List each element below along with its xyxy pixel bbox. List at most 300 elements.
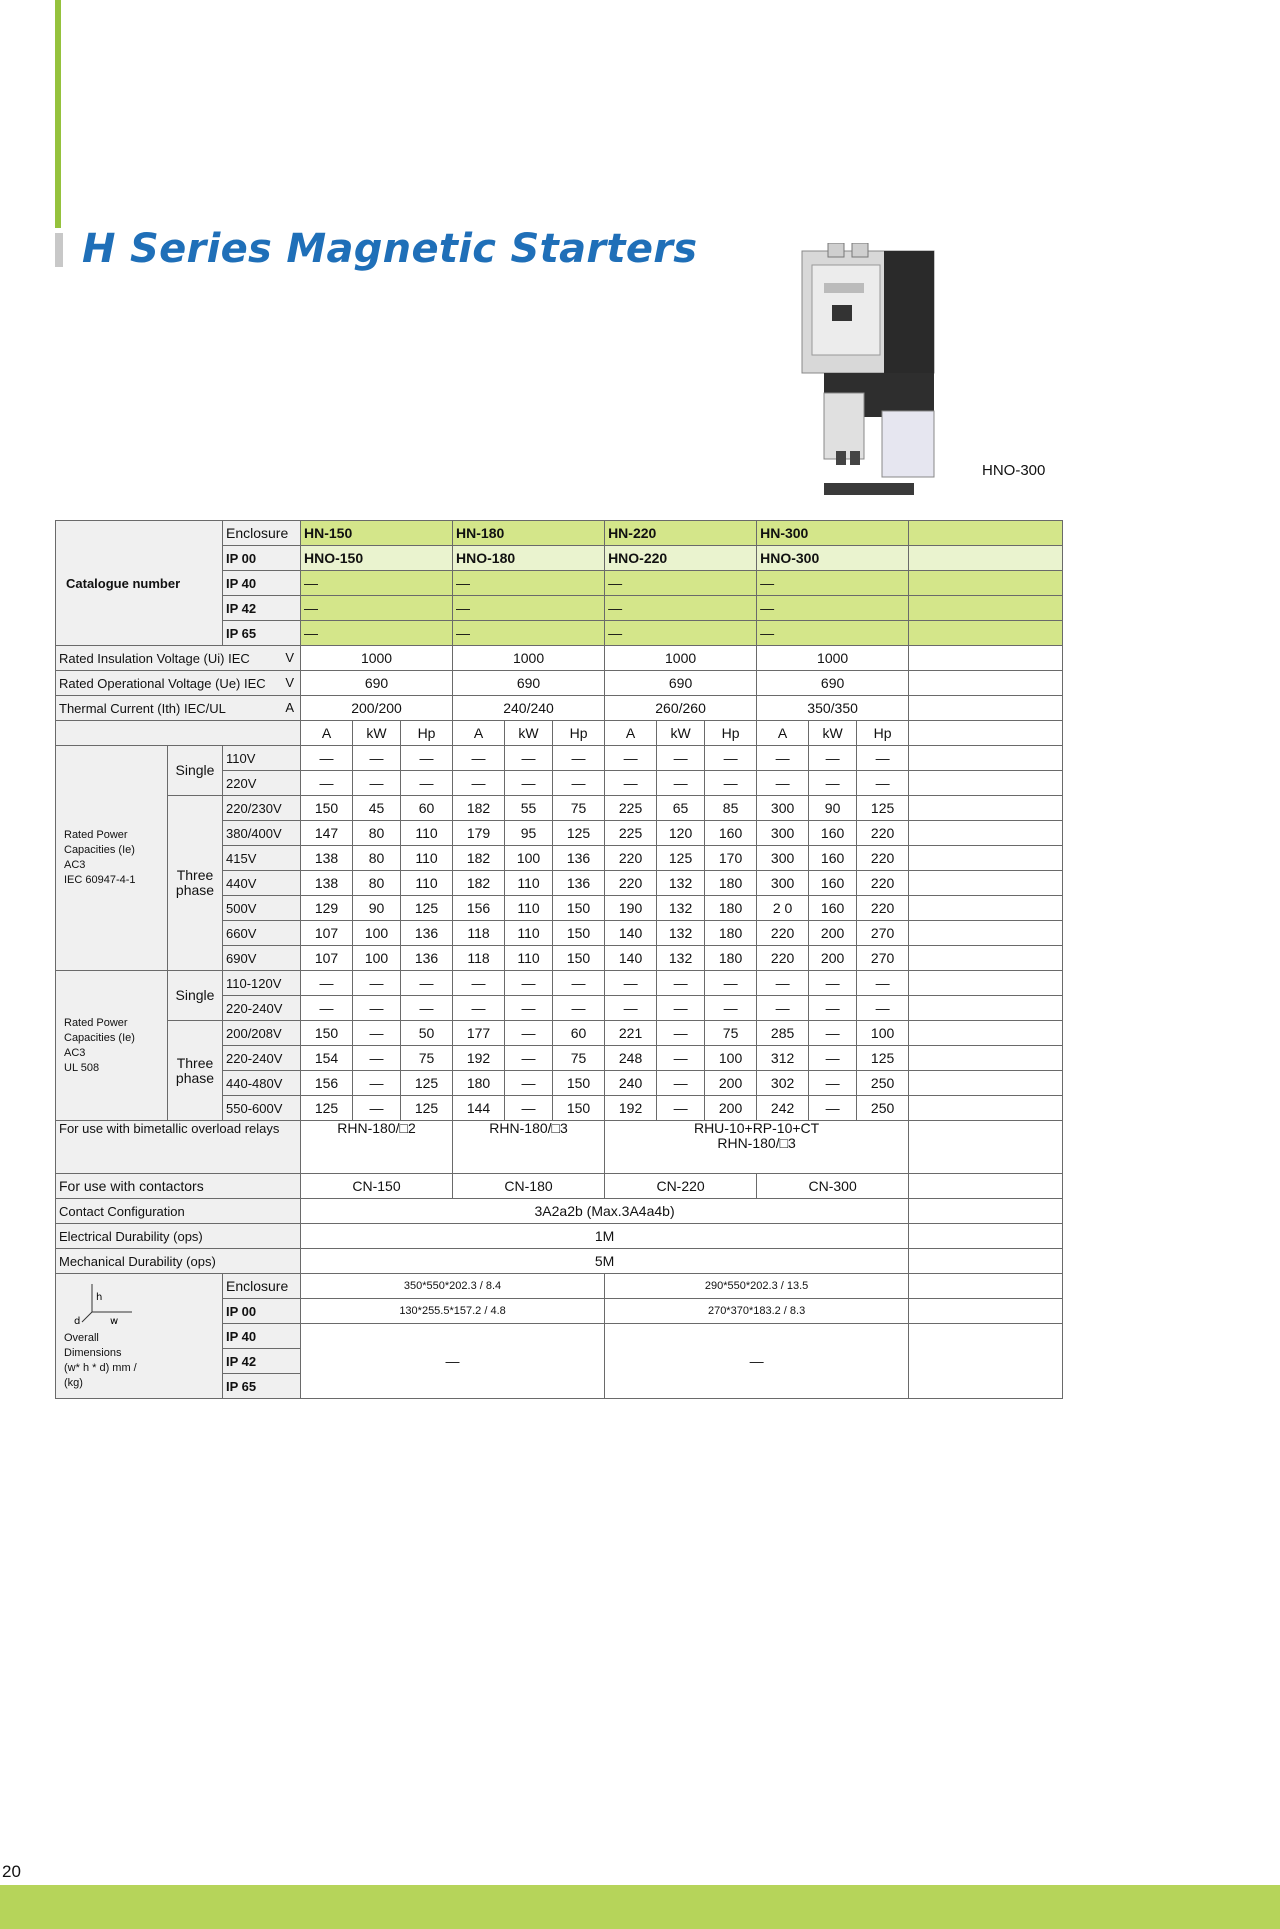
power-value: 300 bbox=[757, 846, 809, 871]
three-phase-label bbox=[168, 1021, 223, 1121]
power-value: 110 bbox=[505, 871, 553, 896]
voltage-label: 690V bbox=[223, 946, 301, 971]
dim-label-line: (w* h * d) mm / bbox=[64, 1362, 137, 1374]
hn-model: HN-300 bbox=[757, 521, 909, 546]
operational-voltage-value: 690 bbox=[301, 671, 453, 696]
voltage-label: 110-120V bbox=[223, 971, 301, 996]
power-value: 65 bbox=[657, 796, 705, 821]
power-value: — bbox=[353, 771, 401, 796]
power-value: 147 bbox=[301, 821, 353, 846]
power-value: — bbox=[757, 771, 809, 796]
power-value: 125 bbox=[401, 1071, 453, 1096]
power-value: 125 bbox=[857, 1046, 909, 1071]
power-value: 242 bbox=[757, 1096, 809, 1121]
power-value: 200 bbox=[705, 1096, 757, 1121]
ul-power-row bbox=[56, 1021, 1063, 1046]
dash-cell: — bbox=[453, 621, 605, 646]
dim-ip00-value: 130*255.5*157.2 / 4.8 bbox=[301, 1299, 605, 1324]
power-value: 182 bbox=[453, 796, 505, 821]
voltage-label: 200/208V bbox=[223, 1021, 301, 1046]
voltage-label: 415V bbox=[223, 846, 301, 871]
dash-cell: — bbox=[301, 621, 453, 646]
unit-hp: Hp bbox=[857, 721, 909, 746]
power-value: 45 bbox=[353, 796, 401, 821]
blank-cell bbox=[909, 621, 1063, 646]
power-value: 80 bbox=[353, 871, 401, 896]
power-value: 110 bbox=[401, 871, 453, 896]
power-value: — bbox=[301, 971, 353, 996]
power-value: 179 bbox=[453, 821, 505, 846]
blank-cell bbox=[909, 946, 1063, 971]
overload-line: RHU-10+RP-10+CT bbox=[693, 1120, 820, 1136]
power-value: 300 bbox=[757, 871, 809, 896]
ip40-label: IP 40 bbox=[223, 571, 301, 596]
power-value: — bbox=[353, 1046, 401, 1071]
dim-enclosure-row bbox=[56, 1274, 1063, 1299]
three-phase-label bbox=[168, 796, 223, 971]
power-value: — bbox=[553, 771, 605, 796]
hn-model: HN-150 bbox=[301, 521, 453, 546]
power-value: 132 bbox=[657, 896, 705, 921]
power-value: 132 bbox=[657, 946, 705, 971]
power-value: 270 bbox=[857, 946, 909, 971]
power-value: 160 bbox=[809, 821, 857, 846]
unit-kw: kW bbox=[809, 721, 857, 746]
operational-voltage-text: Rated Operational Voltage (Ue) IEC bbox=[59, 675, 266, 691]
power-value: 180 bbox=[705, 946, 757, 971]
dash-cell: — bbox=[605, 621, 757, 646]
power-value: 75 bbox=[553, 1046, 605, 1071]
contactor-row bbox=[56, 1174, 1063, 1199]
power-value: 125 bbox=[401, 1096, 453, 1121]
power-value: 150 bbox=[553, 896, 605, 921]
power-value: 248 bbox=[605, 1046, 657, 1071]
power-value: 136 bbox=[401, 946, 453, 971]
dim-enclosure-value: 350*550*202.3 / 8.4 bbox=[301, 1274, 605, 1299]
power-value: 154 bbox=[301, 1046, 353, 1071]
insulation-voltage-row bbox=[56, 646, 1063, 671]
electrical-durability-label: Electrical Durability (ops) bbox=[56, 1224, 301, 1249]
blank-cell bbox=[909, 571, 1063, 596]
power-value: — bbox=[657, 746, 705, 771]
electrical-durability-row bbox=[56, 1224, 1063, 1249]
power-value: 80 bbox=[353, 821, 401, 846]
power-value: — bbox=[505, 996, 553, 1021]
phase-text: phase bbox=[175, 882, 215, 898]
blank-cell bbox=[909, 1046, 1063, 1071]
power-value: 160 bbox=[809, 871, 857, 896]
power-value: 270 bbox=[857, 921, 909, 946]
blank-cell bbox=[909, 1174, 1063, 1199]
units-row bbox=[56, 721, 1063, 746]
power-value: 220 bbox=[605, 871, 657, 896]
power-value: 302 bbox=[757, 1071, 809, 1096]
blank-cell bbox=[909, 746, 1063, 771]
power-value: 225 bbox=[605, 796, 657, 821]
power-value: — bbox=[301, 746, 353, 771]
footer-bar bbox=[0, 1885, 1280, 1929]
power-value: 160 bbox=[809, 896, 857, 921]
electrical-durability-value: 1M bbox=[301, 1224, 909, 1249]
power-value: 220 bbox=[757, 921, 809, 946]
unit-a: A bbox=[605, 721, 657, 746]
power-value: 107 bbox=[301, 921, 353, 946]
power-value: 150 bbox=[301, 1021, 353, 1046]
blank-cell bbox=[909, 771, 1063, 796]
blank-cell bbox=[909, 996, 1063, 1021]
dim-letter-h: h bbox=[96, 1292, 103, 1303]
power-value: — bbox=[705, 771, 757, 796]
power-value: 120 bbox=[657, 821, 705, 846]
power-value: 136 bbox=[553, 846, 605, 871]
power-value: — bbox=[809, 746, 857, 771]
power-value: — bbox=[453, 996, 505, 1021]
unit-hp: Hp bbox=[553, 721, 605, 746]
power-value: 150 bbox=[553, 921, 605, 946]
unit-a: A bbox=[757, 721, 809, 746]
overload-value: RHN-180/□3 bbox=[453, 1121, 605, 1174]
operational-voltage-row bbox=[56, 671, 1063, 696]
group-label-line: Capacities (Ie) bbox=[64, 844, 135, 856]
starter-product-photo bbox=[784, 243, 954, 499]
hno-model: HNO-180 bbox=[453, 546, 605, 571]
power-value: 156 bbox=[453, 896, 505, 921]
power-value: 240 bbox=[605, 1071, 657, 1096]
blank-cell bbox=[909, 846, 1063, 871]
power-value: — bbox=[657, 771, 705, 796]
power-value: 136 bbox=[401, 921, 453, 946]
power-value: 110 bbox=[505, 921, 553, 946]
dash-cell: — bbox=[605, 571, 757, 596]
operational-voltage-value: 690 bbox=[605, 671, 757, 696]
phase-text: phase bbox=[175, 1069, 215, 1086]
power-value: 95 bbox=[505, 821, 553, 846]
power-value: 60 bbox=[553, 1021, 605, 1046]
power-value: 100 bbox=[353, 946, 401, 971]
voltage-label: 660V bbox=[223, 921, 301, 946]
power-value: 221 bbox=[605, 1021, 657, 1046]
thermal-current-value: 240/240 bbox=[453, 696, 605, 721]
power-value: 125 bbox=[857, 796, 909, 821]
group-label-line: IEC 60947-4-1 bbox=[64, 874, 136, 886]
power-value: — bbox=[401, 746, 453, 771]
power-value: — bbox=[401, 971, 453, 996]
power-value: — bbox=[605, 746, 657, 771]
blank-cell bbox=[909, 596, 1063, 621]
insulation-voltage-value: 1000 bbox=[301, 646, 453, 671]
blank-cell bbox=[909, 1324, 1063, 1399]
dim-letter-d: d bbox=[74, 1316, 81, 1326]
power-value: — bbox=[553, 996, 605, 1021]
unit-kw: kW bbox=[353, 721, 401, 746]
catalogue-number-label: Catalogue number bbox=[56, 521, 223, 646]
power-value: — bbox=[657, 1021, 705, 1046]
voltage-label: 220/230V bbox=[223, 796, 301, 821]
power-value: — bbox=[657, 1071, 705, 1096]
enclosure-label: Enclosure bbox=[223, 521, 301, 546]
power-value: — bbox=[301, 996, 353, 1021]
power-value: 138 bbox=[301, 846, 353, 871]
voltage-label: 220-240V bbox=[223, 996, 301, 1021]
power-value: 160 bbox=[809, 846, 857, 871]
hn-model: HN-180 bbox=[453, 521, 605, 546]
power-value: — bbox=[453, 771, 505, 796]
overload-line: RHN-180/□3 bbox=[717, 1135, 796, 1151]
power-value: — bbox=[657, 996, 705, 1021]
power-value: — bbox=[401, 771, 453, 796]
insulation-voltage-value: 1000 bbox=[453, 646, 605, 671]
voltage-label: 440V bbox=[223, 871, 301, 896]
blank-cell bbox=[909, 1121, 1063, 1174]
unit-kw: kW bbox=[657, 721, 705, 746]
three-text: Three bbox=[176, 1054, 214, 1071]
power-value: — bbox=[657, 1046, 705, 1071]
power-value: — bbox=[809, 1021, 857, 1046]
power-value: — bbox=[301, 771, 353, 796]
contact-config-value: 3A2a2b (Max.3A4a4b) bbox=[301, 1199, 909, 1224]
power-value: 220 bbox=[857, 821, 909, 846]
power-value: — bbox=[401, 996, 453, 1021]
power-value: — bbox=[505, 1071, 553, 1096]
power-value: 200 bbox=[809, 921, 857, 946]
power-value: 180 bbox=[705, 921, 757, 946]
blank-cell bbox=[909, 1096, 1063, 1121]
power-value: 192 bbox=[605, 1096, 657, 1121]
hn-model: HN-220 bbox=[605, 521, 757, 546]
power-value: 200 bbox=[705, 1071, 757, 1096]
power-value: 110 bbox=[401, 821, 453, 846]
blank-cell bbox=[909, 921, 1063, 946]
blank-cell bbox=[909, 546, 1063, 571]
power-value: 144 bbox=[453, 1096, 505, 1121]
voltage-label: 220V bbox=[223, 771, 301, 796]
power-value: — bbox=[809, 1046, 857, 1071]
insulation-voltage-value: 1000 bbox=[605, 646, 757, 671]
group-label-line: Capacities (Ie) bbox=[64, 1031, 135, 1044]
operational-voltage-label bbox=[56, 671, 301, 696]
power-value: 140 bbox=[605, 946, 657, 971]
power-value: 80 bbox=[353, 846, 401, 871]
power-value: 140 bbox=[605, 921, 657, 946]
blank-cell bbox=[909, 721, 1063, 746]
power-value: 180 bbox=[453, 1071, 505, 1096]
title-marker bbox=[55, 233, 63, 267]
dim-dash: — bbox=[301, 1324, 605, 1399]
thermal-current-text: Thermal Current (Ith) IEC/UL bbox=[59, 700, 226, 716]
top-accent-bar bbox=[55, 0, 61, 228]
dim-ip65-label: IP 65 bbox=[223, 1374, 301, 1399]
power-value: — bbox=[809, 996, 857, 1021]
mechanical-durability-row bbox=[56, 1249, 1063, 1274]
power-value: 136 bbox=[553, 871, 605, 896]
power-value: — bbox=[505, 746, 553, 771]
power-value: 156 bbox=[301, 1071, 353, 1096]
power-value: 180 bbox=[705, 896, 757, 921]
operational-voltage-value: 690 bbox=[453, 671, 605, 696]
power-value: — bbox=[353, 1071, 401, 1096]
power-value: 220 bbox=[757, 946, 809, 971]
power-value: 312 bbox=[757, 1046, 809, 1071]
power-value: 110 bbox=[401, 846, 453, 871]
power-value: 150 bbox=[553, 1071, 605, 1096]
mechanical-durability-value: 5M bbox=[301, 1249, 909, 1274]
power-value: 90 bbox=[353, 896, 401, 921]
dim-ip40-label: IP 40 bbox=[223, 1324, 301, 1349]
dim-enclosure-value: 290*550*202.3 / 13.5 bbox=[605, 1274, 909, 1299]
ul-power-row bbox=[56, 971, 1063, 996]
dash-cell: — bbox=[757, 621, 909, 646]
contactor-value: CN-300 bbox=[757, 1174, 909, 1199]
power-value: 225 bbox=[605, 821, 657, 846]
power-value: — bbox=[353, 1021, 401, 1046]
blank-cell bbox=[909, 871, 1063, 896]
power-value: 125 bbox=[657, 846, 705, 871]
power-value: 285 bbox=[757, 1021, 809, 1046]
power-value: — bbox=[505, 1046, 553, 1071]
power-value: — bbox=[705, 971, 757, 996]
power-value: — bbox=[705, 746, 757, 771]
iec-power-label bbox=[56, 746, 168, 971]
power-value: — bbox=[809, 1071, 857, 1096]
blank-cell bbox=[909, 1021, 1063, 1046]
power-value: 107 bbox=[301, 946, 353, 971]
power-value: 177 bbox=[453, 1021, 505, 1046]
iec-power-row bbox=[56, 796, 1063, 821]
insulation-voltage-label bbox=[56, 646, 301, 671]
blank-cell bbox=[909, 971, 1063, 996]
power-value: — bbox=[809, 971, 857, 996]
dim-label-line: Dimensions bbox=[64, 1347, 122, 1359]
power-value: — bbox=[757, 971, 809, 996]
power-value: 100 bbox=[857, 1021, 909, 1046]
power-value: 300 bbox=[757, 821, 809, 846]
contactor-value: CN-220 bbox=[605, 1174, 757, 1199]
thermal-current-value: 350/350 bbox=[757, 696, 909, 721]
insulation-voltage-unit: V bbox=[285, 650, 294, 665]
dim-dash: — bbox=[605, 1324, 909, 1399]
catalogue-header-row bbox=[56, 521, 1063, 546]
dimension-diagram-icon bbox=[64, 1278, 134, 1326]
power-value: 160 bbox=[705, 821, 757, 846]
power-value: 110 bbox=[505, 896, 553, 921]
group-label-line: AC3 bbox=[64, 859, 86, 871]
single-phase-label: Single bbox=[168, 746, 223, 796]
dimensions-label bbox=[56, 1274, 223, 1399]
dash-cell: — bbox=[757, 571, 909, 596]
dim-enclosure-label: Enclosure bbox=[223, 1274, 301, 1299]
voltage-label: 110V bbox=[223, 746, 301, 771]
power-value: 100 bbox=[705, 1046, 757, 1071]
power-value: — bbox=[757, 996, 809, 1021]
power-value: 182 bbox=[453, 871, 505, 896]
hno-model: HNO-150 bbox=[301, 546, 453, 571]
power-value: — bbox=[353, 996, 401, 1021]
ul-power-label bbox=[56, 971, 168, 1121]
power-value: 55 bbox=[505, 796, 553, 821]
power-value: 300 bbox=[757, 796, 809, 821]
overload-label: For use with bimetallic overload relays bbox=[56, 1121, 301, 1174]
power-value: 125 bbox=[553, 821, 605, 846]
contact-config-row bbox=[56, 1199, 1063, 1224]
power-value: — bbox=[553, 971, 605, 996]
ip00-label: IP 00 bbox=[223, 546, 301, 571]
dash-cell: — bbox=[301, 571, 453, 596]
power-value: 190 bbox=[605, 896, 657, 921]
voltage-label: 220-240V bbox=[223, 1046, 301, 1071]
power-value: 85 bbox=[705, 796, 757, 821]
power-value: 110 bbox=[505, 946, 553, 971]
overload-value bbox=[605, 1121, 909, 1174]
power-value: 138 bbox=[301, 871, 353, 896]
unit-kw: kW bbox=[505, 721, 553, 746]
power-value: — bbox=[505, 971, 553, 996]
power-value: — bbox=[809, 771, 857, 796]
product-caption: HNO-300 bbox=[982, 462, 1046, 479]
blank-cell bbox=[909, 1224, 1063, 1249]
power-value: 125 bbox=[401, 896, 453, 921]
unit-hp: Hp bbox=[705, 721, 757, 746]
ip65-label: IP 65 bbox=[223, 621, 301, 646]
power-value: 182 bbox=[453, 846, 505, 871]
dim-ip42-label: IP 42 bbox=[223, 1349, 301, 1374]
hno-model: HNO-300 bbox=[757, 546, 909, 571]
group-label-line: AC3 bbox=[64, 1046, 86, 1059]
power-value: — bbox=[605, 971, 657, 996]
power-value: 170 bbox=[705, 846, 757, 871]
power-value: 2 0 bbox=[757, 896, 809, 921]
power-value: 132 bbox=[657, 871, 705, 896]
power-value: — bbox=[857, 971, 909, 996]
power-value: 250 bbox=[857, 1096, 909, 1121]
voltage-label: 550-600V bbox=[223, 1096, 301, 1121]
power-value: 180 bbox=[705, 871, 757, 896]
thermal-current-value: 260/260 bbox=[605, 696, 757, 721]
power-value: 150 bbox=[553, 1096, 605, 1121]
power-value: 192 bbox=[453, 1046, 505, 1071]
hno-model: HNO-220 bbox=[605, 546, 757, 571]
blank-cell bbox=[909, 1274, 1063, 1299]
blank-cell bbox=[909, 1199, 1063, 1224]
power-value: — bbox=[505, 1096, 553, 1121]
dash-cell: — bbox=[453, 596, 605, 621]
power-value: 118 bbox=[453, 921, 505, 946]
dim-label-line: Overall bbox=[64, 1332, 99, 1344]
power-value: 100 bbox=[505, 846, 553, 871]
operational-voltage-unit: V bbox=[285, 675, 294, 690]
power-value: — bbox=[857, 746, 909, 771]
group-label-line: UL 508 bbox=[64, 1061, 100, 1074]
contactor-value: CN-150 bbox=[301, 1174, 453, 1199]
power-value: 60 bbox=[401, 796, 453, 821]
dim-ip00-value: 270*370*183.2 / 8.3 bbox=[605, 1299, 909, 1324]
ip42-label: IP 42 bbox=[223, 596, 301, 621]
power-value: 129 bbox=[301, 896, 353, 921]
power-value: 220 bbox=[857, 896, 909, 921]
single-phase-label: Single bbox=[168, 971, 223, 1021]
dim-label-line: (kg) bbox=[64, 1377, 83, 1389]
blank-cell bbox=[909, 896, 1063, 921]
spec-table bbox=[55, 520, 1063, 1399]
contactor-label: For use with contactors bbox=[56, 1174, 301, 1199]
dash-cell: — bbox=[757, 596, 909, 621]
power-value: — bbox=[453, 746, 505, 771]
blank-cell bbox=[909, 696, 1063, 721]
power-value: 150 bbox=[301, 796, 353, 821]
power-value: 132 bbox=[657, 921, 705, 946]
blank-cell bbox=[909, 821, 1063, 846]
power-value: 50 bbox=[401, 1021, 453, 1046]
blank-cell bbox=[909, 1249, 1063, 1274]
